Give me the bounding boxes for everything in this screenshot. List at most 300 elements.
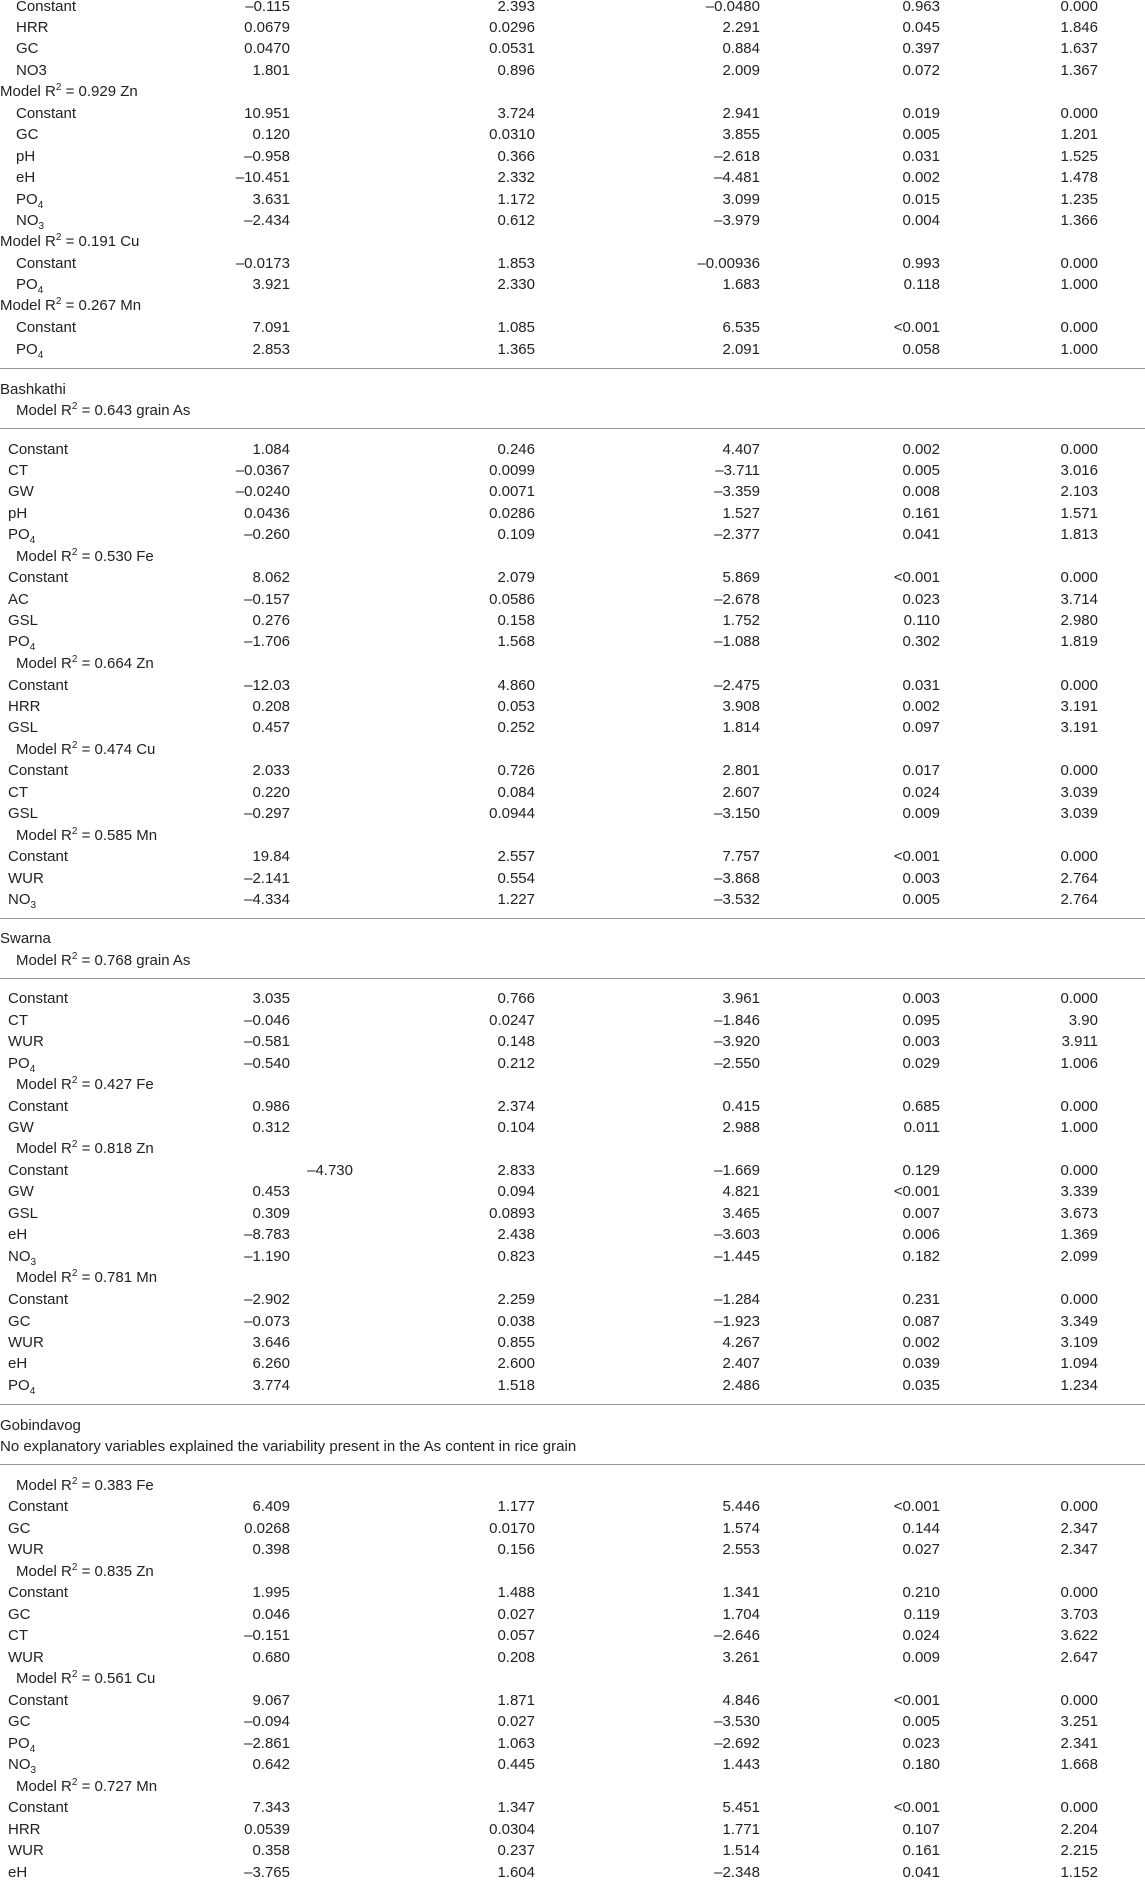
vif-cell: 3.039 [1060, 784, 1098, 801]
t-value-cell: –1.923 [714, 1313, 760, 1330]
table-row [0, 782, 1145, 803]
table-row [0, 60, 1145, 81]
t-value-cell: 5.869 [722, 569, 760, 586]
table-row [0, 803, 1145, 824]
t-value-cell: –1.846 [714, 1012, 760, 1029]
coefficient-cell: –0.073 [244, 1313, 290, 1330]
variable-cell: GSL [8, 805, 39, 822]
std-error-cell: 0.027 [497, 1606, 535, 1623]
table-row [0, 1332, 1145, 1353]
vif-cell: 1.235 [1060, 191, 1098, 208]
coefficient-cell: –0.958 [244, 148, 290, 165]
t-value-cell: 1.527 [722, 505, 760, 522]
vif-cell: 1.819 [1060, 633, 1098, 650]
variable-cell: $PO_4$ [16, 276, 44, 296]
std-error-cell: 4.860 [497, 677, 535, 694]
t-value-cell: 2.009 [722, 62, 760, 79]
p-value-cell: 0.003 [902, 870, 940, 887]
variable-cell: Constant [8, 848, 69, 865]
table-row [0, 0, 1145, 17]
t-value-cell: 1.443 [722, 1756, 760, 1773]
t-value-cell: 4.407 [722, 441, 760, 458]
vif-cell: 0.000 [1060, 105, 1098, 122]
vif-cell: 0.000 [1060, 677, 1098, 694]
std-error-cell: 0.0586 [489, 591, 535, 608]
std-error-cell: 0.0531 [489, 40, 535, 57]
p-value-cell: 0.041 [902, 526, 940, 543]
variable-cell: GSL [8, 612, 39, 629]
std-error-cell: 2.600 [497, 1355, 535, 1372]
vif-cell: 0.000 [1060, 1162, 1098, 1179]
std-error-cell: 0.027 [497, 1713, 535, 1730]
variable-cell: $PO_4$ [8, 633, 36, 653]
vif-cell: 1.152 [1060, 1864, 1098, 1881]
coefficient-cell: –12.03 [244, 677, 290, 694]
vif-cell: 2.347 [1060, 1541, 1098, 1558]
coefficient-cell: 6.260 [252, 1355, 290, 1372]
std-error-cell: 1.085 [497, 319, 535, 336]
model-header [0, 1267, 1145, 1288]
t-value-cell: –2.550 [714, 1055, 760, 1072]
section-label [0, 1415, 1145, 1436]
t-value-cell: –3.920 [714, 1033, 760, 1050]
coefficient-cell: 0.453 [252, 1183, 290, 1200]
vif-cell: 1.846 [1060, 19, 1098, 36]
coefficient-cell: 0.0268 [244, 1520, 290, 1537]
variable-cell: GC [16, 126, 39, 143]
coefficient-cell: –0.0367 [235, 462, 290, 479]
p-value-cell: 0.005 [902, 891, 940, 908]
model-header [0, 546, 1145, 567]
t-value-cell: 5.446 [722, 1498, 760, 1515]
table-row [0, 1604, 1145, 1625]
coefficient-cell: 2.033 [252, 762, 290, 779]
variable-cell: Constant [8, 1098, 69, 1115]
std-error-cell: 0.246 [497, 441, 535, 458]
variable-cell: Constant [8, 1498, 69, 1515]
coefficient-cell: 0.0436 [244, 505, 290, 522]
std-error-cell: 0.0944 [489, 805, 535, 822]
p-value-cell: 0.039 [902, 1355, 940, 1372]
std-error-cell: 2.332 [497, 169, 535, 186]
p-value-cell: 0.005 [902, 126, 940, 143]
model-header-text: Model $R^2 = 0.664$ Zn [16, 654, 154, 672]
coefficient-cell: –1.190 [244, 1248, 290, 1265]
std-error-cell: 1.853 [497, 255, 535, 272]
std-error-cell: 0.109 [497, 526, 535, 543]
std-error-cell: 1.227 [497, 891, 535, 908]
vif-cell: 3.109 [1060, 1334, 1098, 1351]
table-row [0, 1625, 1145, 1646]
model-header [0, 653, 1145, 674]
table-row [0, 503, 1145, 524]
t-value-cell: –2.475 [714, 677, 760, 694]
variable-cell: CT [8, 784, 28, 801]
std-error-cell: 0.766 [497, 990, 535, 1007]
vif-cell: 0.000 [1060, 1291, 1098, 1308]
p-value-cell: 0.019 [902, 105, 940, 122]
coefficient-cell: –0.581 [244, 1033, 290, 1050]
std-error-cell: 2.330 [497, 276, 535, 293]
std-error-cell: 0.156 [497, 1541, 535, 1558]
coefficient-cell: –10.451 [235, 169, 290, 186]
p-value-cell: 0.007 [902, 1205, 940, 1222]
variable-cell: $NO_3$ [16, 212, 45, 232]
table-row [0, 1311, 1145, 1332]
variable-cell: $PO_4$ [16, 191, 44, 211]
std-error-cell: 2.833 [497, 1162, 535, 1179]
variable-cell: pH [8, 505, 28, 522]
model-header [0, 1138, 1145, 1159]
variable-cell: eH [16, 169, 36, 186]
p-value-cell: 0.119 [903, 1606, 940, 1623]
table-row [0, 696, 1145, 717]
coefficient-cell: 19.84 [252, 848, 290, 865]
vif-cell: 0.000 [1060, 848, 1098, 865]
vif-cell: 1.367 [1060, 62, 1098, 79]
coefficient-cell: –0.297 [244, 805, 290, 822]
model-header [0, 739, 1145, 760]
vif-cell: 1.637 [1060, 40, 1098, 57]
t-value-cell: 1.341 [722, 1584, 760, 1601]
p-value-cell: 0.182 [902, 1248, 940, 1265]
table-row [0, 1246, 1145, 1267]
vif-cell: 1.201 [1060, 126, 1098, 143]
t-value-cell: 1.574 [722, 1520, 760, 1537]
coefficient-cell: 0.120 [252, 126, 290, 143]
variable-cell: GC [8, 1520, 31, 1537]
coefficient-cell: 0.220 [252, 784, 290, 801]
t-value-cell: –3.603 [714, 1226, 760, 1243]
variable-cell: HRR [16, 19, 49, 36]
coefficient-cell: 0.680 [252, 1649, 290, 1666]
p-value-cell: 0.097 [902, 719, 940, 736]
t-value-cell: 1.752 [722, 612, 760, 629]
p-value-cell: 0.129 [902, 1162, 940, 1179]
table-row [0, 675, 1145, 696]
model-header [0, 1668, 1145, 1689]
variable-cell: eH [8, 1226, 28, 1243]
table-row [0, 988, 1145, 1009]
variable-cell: GSL [8, 1205, 39, 1222]
variable-cell: $PO_4$ [16, 341, 44, 361]
std-error-cell: 3.724 [497, 105, 535, 122]
coefficient-cell: 0.642 [252, 1756, 290, 1773]
t-value-cell: –4.481 [714, 169, 760, 186]
std-error-cell: 0.0893 [489, 1205, 535, 1222]
vif-cell: 2.103 [1060, 483, 1098, 500]
variable-cell: GC [8, 1713, 31, 1730]
section-label-text: Swarna [0, 930, 51, 947]
variable-cell: $NO_3$ [8, 1756, 37, 1776]
coefficient-cell: –0.0173 [235, 255, 290, 272]
variable-cell: CT [8, 1627, 28, 1644]
coefficient-cell: –0.0240 [235, 483, 290, 500]
coefficient-cell: 1.995 [252, 1584, 290, 1601]
std-error-cell: 0.366 [497, 148, 535, 165]
p-value-cell: <0.001 [893, 569, 940, 586]
coefficient-cell: 10.951 [244, 105, 290, 122]
table-row [0, 1819, 1145, 1840]
p-value-cell: 0.031 [902, 677, 940, 694]
variable-cell: $PO_4$ [8, 1377, 36, 1397]
table-row [0, 1733, 1145, 1754]
vif-cell: 2.341 [1060, 1735, 1098, 1752]
t-value-cell: 2.091 [722, 341, 760, 358]
t-value-cell: 2.988 [722, 1119, 760, 1136]
table-row [0, 1160, 1145, 1181]
variable-cell: Constant [16, 105, 77, 122]
t-value-cell: –2.377 [714, 526, 760, 543]
t-value-cell: 3.465 [722, 1205, 760, 1222]
t-value-cell: 2.607 [722, 784, 760, 801]
t-value-cell: 3.099 [722, 191, 760, 208]
std-error-cell: 0.208 [497, 1649, 535, 1666]
vif-cell: 0.000 [1060, 762, 1098, 779]
model-header-text: Model $R^2 = 0.929$ Zn [0, 82, 138, 100]
coefficient-cell: 3.921 [252, 276, 290, 293]
coefficient-cell: –0.115 [245, 0, 290, 15]
coefficient-cell: 0.309 [252, 1205, 290, 1222]
p-value-cell: 0.027 [902, 1541, 940, 1558]
t-value-cell: 2.801 [722, 762, 760, 779]
p-value-cell: 0.161 [902, 1842, 940, 1859]
variable-cell: AC [8, 591, 29, 608]
vif-cell: 0.000 [1060, 990, 1098, 1007]
t-value-cell: –1.088 [714, 633, 760, 650]
variable-cell: $NO_3$ [8, 891, 37, 911]
p-value-cell: 0.210 [902, 1584, 940, 1601]
std-error-cell: 0.612 [497, 212, 535, 229]
std-error-cell: 1.488 [497, 1584, 535, 1601]
std-error-cell: 0.038 [497, 1313, 535, 1330]
p-value-cell: 0.005 [902, 1713, 940, 1730]
variable-cell: WUR [8, 1649, 44, 1666]
table-row [0, 1053, 1145, 1074]
std-error-cell: 2.374 [497, 1098, 535, 1115]
std-error-cell: 0.057 [497, 1627, 535, 1644]
p-value-cell: 0.035 [902, 1377, 940, 1394]
variable-cell: NO3 [16, 62, 47, 79]
variable-cell: $PO_4$ [8, 1055, 36, 1075]
p-value-cell: 0.397 [902, 40, 940, 57]
table-row [0, 1518, 1145, 1539]
variable-cell: WUR [8, 870, 44, 887]
model-header-text: Model $R^2 = 0.383$ Fe [16, 1476, 154, 1494]
t-value-cell: 1.514 [722, 1842, 760, 1859]
std-error-cell: 0.0170 [489, 1520, 535, 1537]
t-value-cell: 2.291 [722, 19, 760, 36]
coefficient-cell: –2.861 [244, 1735, 290, 1752]
variable-cell: GW [8, 1119, 34, 1136]
p-value-cell: 0.963 [902, 0, 940, 15]
table-row [0, 124, 1145, 145]
table-row [0, 1375, 1145, 1396]
p-value-cell: 0.118 [903, 276, 940, 293]
std-error-cell: 0.445 [497, 1756, 535, 1773]
p-value-cell: 0.161 [902, 505, 940, 522]
vif-cell: 1.000 [1060, 1119, 1098, 1136]
p-value-cell: 0.005 [902, 462, 940, 479]
p-value-cell: 0.031 [902, 148, 940, 165]
vif-cell: 0.000 [1060, 441, 1098, 458]
coefficient-cell: 1.084 [252, 441, 290, 458]
p-value-cell: 0.002 [902, 1334, 940, 1351]
t-value-cell: 2.407 [722, 1355, 760, 1372]
table-row [0, 889, 1145, 910]
coefficient-cell: 6.409 [252, 1498, 290, 1515]
vif-cell: 0.000 [1060, 1498, 1098, 1515]
coefficient-cell: 0.046 [252, 1606, 290, 1623]
vif-cell: 0.000 [1060, 1799, 1098, 1816]
table-row [0, 1031, 1145, 1052]
coefficient-cell: 9.067 [252, 1692, 290, 1709]
t-value-cell: –3.530 [714, 1713, 760, 1730]
coefficient-cell: 3.631 [252, 191, 290, 208]
p-value-cell: 0.009 [902, 805, 940, 822]
model-header [0, 950, 1145, 971]
std-error-cell: 0.0286 [489, 505, 535, 522]
t-value-cell: 3.261 [722, 1649, 760, 1666]
model-header [0, 81, 1145, 102]
variable-cell: Constant [8, 1692, 69, 1709]
t-value-cell: –1.445 [714, 1248, 760, 1265]
variable-cell: Constant [16, 0, 77, 15]
table-row [0, 1224, 1145, 1245]
p-value-cell: 0.144 [902, 1520, 940, 1537]
p-value-cell: 0.302 [902, 633, 940, 650]
vif-cell: 1.000 [1060, 276, 1098, 293]
variable-cell: Constant [8, 1162, 69, 1179]
p-value-cell: 0.087 [902, 1313, 940, 1330]
coefficient-cell: 7.343 [252, 1799, 290, 1816]
vif-cell: 2.647 [1060, 1649, 1098, 1666]
t-value-cell: –2.692 [714, 1735, 760, 1752]
table-row [0, 567, 1145, 588]
p-value-cell: 0.011 [903, 1119, 940, 1136]
std-error-cell: 0.158 [497, 612, 535, 629]
p-value-cell: <0.001 [893, 1498, 940, 1515]
section-divider [0, 1404, 1145, 1405]
std-error-cell: 1.871 [497, 1692, 535, 1709]
table-row [0, 253, 1145, 274]
std-error-cell: 1.177 [497, 1498, 535, 1515]
p-value-cell: 0.002 [902, 169, 940, 186]
t-value-cell: 1.814 [722, 719, 760, 736]
coefficient-cell: –0.157 [244, 591, 290, 608]
variable-cell: GC [16, 40, 39, 57]
coefficient-cell: 0.398 [252, 1541, 290, 1558]
p-value-cell: 0.008 [902, 483, 940, 500]
variable-cell: Constant [8, 1291, 69, 1308]
t-value-cell: –2.618 [714, 148, 760, 165]
vif-cell: 1.369 [1060, 1226, 1098, 1243]
variable-cell: Constant [8, 762, 69, 779]
section-label [0, 1436, 1145, 1457]
std-error-cell: 1.365 [497, 341, 535, 358]
model-header-text: Model $R^2 = 0.561$ Cu [16, 1669, 156, 1687]
section-label [0, 379, 1145, 400]
t-value-cell: 6.535 [722, 319, 760, 336]
table-row [0, 868, 1145, 889]
coefficient-cell: –2.902 [244, 1291, 290, 1308]
variable-cell: Constant [8, 677, 69, 694]
std-error-cell: 0.252 [497, 719, 535, 736]
p-value-cell: 0.231 [902, 1291, 940, 1308]
model-header [0, 231, 1145, 252]
model-header [0, 1074, 1145, 1095]
vif-cell: 2.204 [1060, 1821, 1098, 1838]
table-row [0, 1797, 1145, 1818]
table-row [0, 524, 1145, 545]
vif-cell: 3.251 [1060, 1713, 1098, 1730]
t-value-cell: 4.821 [722, 1183, 760, 1200]
std-error-cell: 2.438 [497, 1226, 535, 1243]
coefficient-cell: –2.141 [244, 870, 290, 887]
t-value-cell: 1.704 [722, 1606, 760, 1623]
std-error-cell: 2.079 [497, 569, 535, 586]
table-row [0, 1010, 1145, 1031]
model-header [0, 1475, 1145, 1496]
coefficient-cell: 7.091 [252, 319, 290, 336]
t-value-cell: –0.00936 [697, 255, 760, 272]
p-value-cell: <0.001 [893, 1692, 940, 1709]
p-value-cell: 0.004 [902, 212, 940, 229]
std-error-cell: 0.148 [497, 1033, 535, 1050]
coefficient-cell: 1.801 [252, 62, 290, 79]
vif-cell: 3.703 [1060, 1606, 1098, 1623]
std-error-cell: 0.094 [497, 1183, 535, 1200]
t-value-cell: –3.359 [714, 483, 760, 500]
variable-cell: GSL [8, 719, 39, 736]
t-value-cell: –2.646 [714, 1627, 760, 1644]
variable-cell: $PO_4$ [8, 526, 36, 546]
section-label-text: No explanatory variables explained the variability present in the As content in rice grain [0, 1438, 577, 1455]
model-header-text: Model $R^2 = 0.818$ Zn [16, 1139, 154, 1157]
std-error-cell: 0.726 [497, 762, 535, 779]
coefficient-cell: 0.0470 [244, 40, 290, 57]
vif-cell: 0.000 [1060, 255, 1098, 272]
coefficient-cell: 3.035 [252, 990, 290, 1007]
t-value-cell: 4.267 [722, 1334, 760, 1351]
vif-cell: 2.980 [1060, 612, 1098, 629]
variable-cell: Constant [8, 441, 69, 458]
variable-cell: GC [8, 1606, 31, 1623]
p-value-cell: 0.685 [902, 1098, 940, 1115]
vif-cell: 0.000 [1060, 569, 1098, 586]
vif-cell: 2.347 [1060, 1520, 1098, 1537]
p-value-cell: 0.003 [902, 990, 940, 1007]
table-row [0, 1096, 1145, 1117]
std-error-cell: 0.554 [497, 870, 535, 887]
table-row [0, 717, 1145, 738]
std-error-cell: 0.053 [497, 698, 535, 715]
t-value-cell: 5.451 [722, 1799, 760, 1816]
p-value-cell: 0.180 [902, 1756, 940, 1773]
p-value-cell: 0.072 [902, 62, 940, 79]
table-row [0, 1754, 1145, 1775]
table-row [0, 610, 1145, 631]
t-value-cell: –3.532 [714, 891, 760, 908]
table-row [0, 1181, 1145, 1202]
model-header-text: Model $R^2 = 0.727$ Mn [16, 1777, 158, 1795]
model-header [0, 1776, 1145, 1797]
vif-cell: 0.000 [1060, 1098, 1098, 1115]
vif-cell: 0.000 [1060, 1692, 1098, 1709]
coefficient-cell: –4.730 [307, 1162, 353, 1179]
coefficient-cell: 0.457 [252, 719, 290, 736]
std-error-cell: 1.063 [497, 1735, 535, 1752]
